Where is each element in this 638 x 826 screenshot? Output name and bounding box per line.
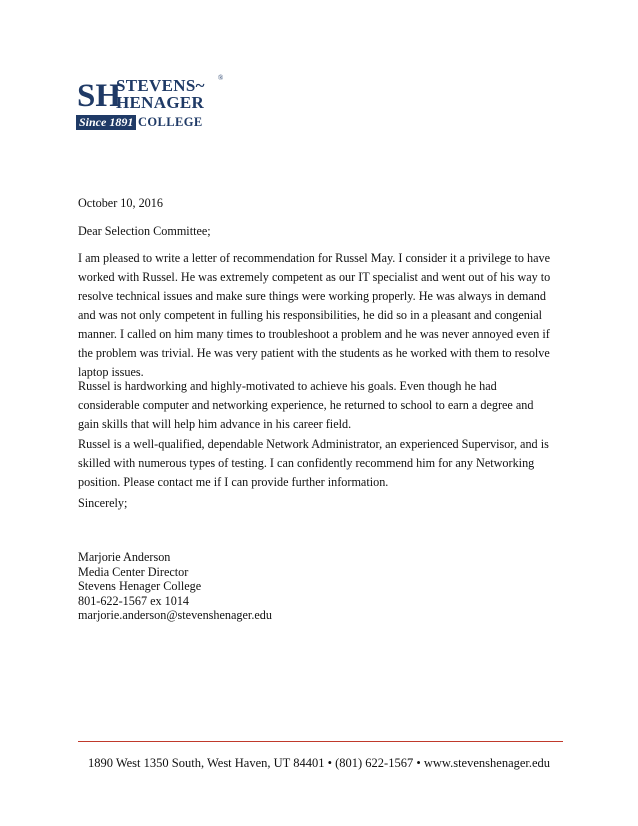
paragraph-line: Russel is a well-qualified, dependable Network Administrator, an experienced Supervisor, and is: [78, 437, 549, 451]
footer-divider: [78, 741, 563, 742]
paragraph-line: considerable computer and networking experience, he returned to school to earn a degree and: [78, 398, 534, 412]
paragraph-1: [78, 249, 568, 382]
logo-name-line1: STEVENS~: [116, 76, 205, 95]
paragraph-line: and was not only competent in fulling his responsibilities, he did so in a pleasant and congenial: [78, 308, 543, 322]
paragraph-line: Russel is hardworking and highly-motivated to achieve his goals. Even though he had: [78, 379, 497, 393]
signer-phone: 801-622-1567 ex 1014: [78, 593, 190, 608]
paragraph-line: gain skills that will help him advance in his career field.: [78, 417, 352, 431]
paragraph-line: position. Please contact me if I can provide further information.: [78, 475, 389, 489]
paragraph-line: manner. I called on him many times to troubleshoot a problem and he was never annoyed even if: [78, 327, 550, 341]
letter-date: October 10, 2016: [78, 196, 163, 210]
paragraph-line: resolve technical issues and make sure things were working properly. He was always in demand: [78, 289, 546, 303]
paragraph-3: [78, 435, 568, 492]
signature-block: [78, 550, 272, 623]
paragraph-line: laptop issues.: [78, 365, 144, 379]
monogram-letters: SH: [77, 78, 122, 114]
signer-email: marjorie.anderson@stevenshenager.edu: [78, 608, 272, 622]
sh-monogram-icon: [76, 76, 122, 114]
paragraph-line: worked with Russel. He was extremely competent as our IT specialist and went out of his way to: [78, 270, 551, 284]
paragraph-line: skilled with numerous types of testing. I can confidently recommend him for any Networking: [78, 456, 535, 470]
logo-since: Since 1891: [76, 115, 136, 130]
college-logo: [76, 74, 226, 132]
footer-address: 1890 West 1350 South, West Haven, UT 84401 • (801) 622-1567 • www.stevenshenager.edu: [87, 756, 551, 770]
signer-name: Marjorie Anderson: [78, 550, 171, 564]
logo-name-line2: HENAGER: [116, 93, 205, 112]
logo-college: COLLEGE: [138, 115, 203, 129]
paragraph-line: the problem was trivial. He was very patient with the students as he worked with them to resolve: [78, 346, 550, 360]
closing: Sincerely;: [78, 496, 128, 510]
signer-title: Media Center Director: [78, 564, 189, 579]
paragraph-2: [78, 377, 568, 434]
signer-organization: Stevens Henager College: [78, 579, 202, 593]
registered-mark: ®: [218, 74, 224, 82]
paragraph-line: I am pleased to write a letter of recommendation for Russel May. I consider it a privilege to have: [78, 251, 550, 265]
salutation: Dear Selection Committee;: [78, 224, 211, 238]
